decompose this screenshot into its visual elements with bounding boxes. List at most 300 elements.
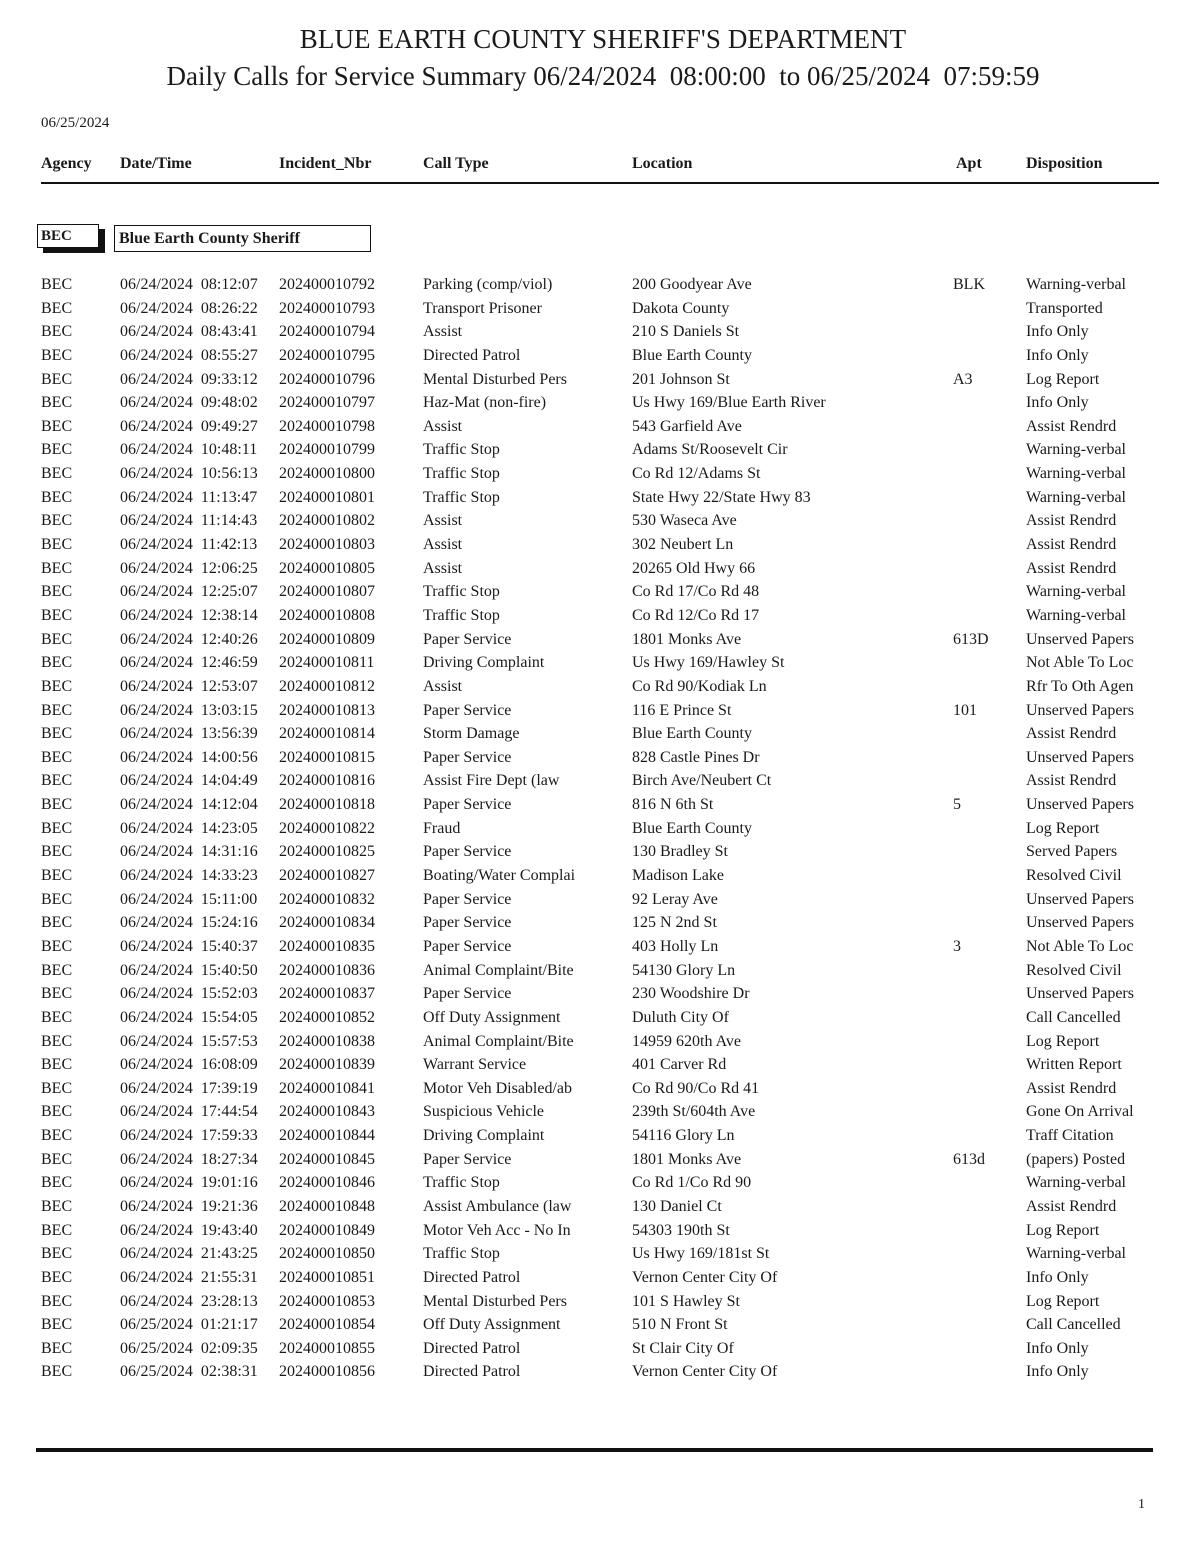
col-header-incident: Incident_Nbr <box>279 155 372 172</box>
cell-disposition: (papers) Posted <box>1026 1150 1126 1168</box>
cell-apt: 613d <box>953 1150 985 1168</box>
cell-incident-number: 202400010849 <box>279 1221 375 1239</box>
cell-call-type: Driving Complaint <box>423 1127 545 1145</box>
cell-disposition: Warning-verbal <box>1026 276 1126 293</box>
table-row <box>0 1008 1200 1032</box>
cell-location: Adams St/Roosevelt Cir <box>632 441 788 459</box>
cell-disposition: Resolved Civil <box>1026 867 1122 885</box>
table-row <box>0 1268 1200 1292</box>
cell-datetime: 06/24/2024 11:14:43 <box>120 512 258 530</box>
cell-agency: BEC <box>41 867 73 885</box>
cell-location: 401 Carver Rd <box>632 1056 727 1074</box>
cell-agency: BEC <box>41 465 73 483</box>
cell-agency: BEC <box>41 1221 73 1239</box>
table-row <box>0 322 1200 346</box>
cell-location: Us Hwy 169/181st St <box>632 1245 770 1263</box>
cell-disposition: Not Able To Loc <box>1026 654 1134 672</box>
cell-agency: BEC <box>41 323 73 341</box>
cell-disposition: Assist Rendrd <box>1026 536 1117 554</box>
cell-location: 116 E Prince St <box>632 701 732 719</box>
cell-agency: BEC <box>41 512 73 530</box>
cell-datetime: 06/24/2024 17:59:33 <box>120 1127 258 1145</box>
cell-location: 543 Garfield Ave <box>632 417 742 435</box>
cell-incident-number: 202400010822 <box>279 819 375 837</box>
cell-disposition: Warning-verbal <box>1026 1245 1126 1263</box>
cell-call-type: Motor Veh Acc - No In <box>423 1221 571 1239</box>
cell-datetime: 06/24/2024 12:06:25 <box>120 559 258 577</box>
cell-agency: BEC <box>41 914 73 932</box>
cell-location: 210 S Daniels St <box>632 323 740 341</box>
cell-call-type: Traffic Stop <box>423 1245 500 1263</box>
cell-call-type: Mental Disturbed Pers <box>423 1292 567 1310</box>
cell-location: 1801 Monks Ave <box>632 1150 742 1168</box>
cell-call-type: Paper Service <box>423 630 512 648</box>
cell-agency: BEC <box>41 1316 73 1334</box>
cell-location: Vernon Center City Of <box>632 1268 778 1286</box>
cell-location: 1801 Monks Ave <box>632 630 742 648</box>
cell-agency: BEC <box>41 796 73 814</box>
cell-incident-number: 202400010851 <box>279 1268 375 1286</box>
table-row <box>0 440 1200 464</box>
table-row <box>0 511 1200 535</box>
cell-call-type: Paper Service <box>423 985 512 1003</box>
cell-call-type: Traffic Stop <box>423 606 500 624</box>
cell-disposition: Warning-verbal <box>1026 488 1126 506</box>
cell-datetime: 06/24/2024 09:49:27 <box>120 417 258 435</box>
cell-datetime: 06/24/2024 11:42:13 <box>120 536 258 554</box>
cell-location: 125 N 2nd St <box>632 914 717 932</box>
cell-disposition: Info Only <box>1026 1339 1089 1357</box>
cell-location: 403 Holly Ln <box>632 937 719 955</box>
cell-datetime: 06/24/2024 12:25:07 <box>120 583 258 601</box>
cell-incident-number: 202400010803 <box>279 536 375 554</box>
cell-incident-number: 202400010841 <box>279 1079 375 1097</box>
table-row <box>0 677 1200 701</box>
cell-apt: 613D <box>953 630 989 648</box>
cell-disposition: Info Only <box>1026 394 1089 412</box>
cell-incident-number: 202400010834 <box>279 914 375 932</box>
table-row <box>0 393 1200 417</box>
table-row <box>0 1221 1200 1245</box>
cell-datetime: 06/24/2024 16:08:09 <box>120 1056 258 1074</box>
table-row <box>0 866 1200 890</box>
cell-incident-number: 202400010853 <box>279 1292 375 1310</box>
table-row <box>0 346 1200 370</box>
cell-agency: BEC <box>41 677 73 695</box>
cell-disposition: Warning-verbal <box>1026 465 1126 483</box>
cell-location: Co Rd 12/Adams St <box>632 465 761 483</box>
cell-datetime: 06/24/2024 12:53:07 <box>120 677 258 695</box>
cell-agency: BEC <box>41 1103 73 1121</box>
cell-agency: BEC <box>41 1008 73 1026</box>
cell-apt: 5 <box>953 796 961 814</box>
report-subtitle: Daily Calls for Service Summary 06/24/2024 08:00:00 to 06/25/2024 07:59:59 <box>166 61 1040 91</box>
cell-agency: BEC <box>41 843 73 861</box>
cell-location: 200 Goodyear Ave <box>632 276 752 293</box>
cell-disposition: Call Cancelled <box>1026 1316 1121 1334</box>
cell-disposition: Assist Rendrd <box>1026 725 1117 743</box>
cell-location: Vernon Center City Of <box>632 1363 778 1381</box>
report-title: BLUE EARTH COUNTY SHERIFF'S DEPARTMENT <box>299 24 907 54</box>
table-row <box>0 795 1200 819</box>
cell-datetime: 06/25/2024 01:21:17 <box>120 1316 258 1334</box>
cell-location: Duluth City Of <box>632 1008 729 1026</box>
table-row <box>0 819 1200 843</box>
cell-incident-number: 202400010798 <box>279 417 375 435</box>
cell-disposition: Gone On Arrival <box>1026 1103 1134 1121</box>
cell-disposition: Log Report <box>1026 370 1100 388</box>
calls-table <box>0 275 1200 1386</box>
cell-location: Madison Lake <box>632 867 724 885</box>
table-row <box>0 559 1200 583</box>
cell-disposition: Assist Rendrd <box>1026 772 1117 790</box>
agency-group-code: BEC <box>37 224 99 248</box>
table-row <box>0 1292 1200 1316</box>
table-row <box>0 748 1200 772</box>
cell-call-type: Off Duty Assignment <box>423 1008 561 1026</box>
cell-incident-number: 202400010801 <box>279 488 375 506</box>
cell-incident-number: 202400010818 <box>279 796 375 814</box>
cell-location: Us Hwy 169/Blue Earth River <box>632 394 826 412</box>
cell-incident-number: 202400010856 <box>279 1363 375 1381</box>
cell-agency: BEC <box>41 276 73 293</box>
cell-disposition: Rfr To Oth Agen <box>1026 677 1134 695</box>
cell-location: 230 Woodshire Dr <box>632 985 750 1003</box>
cell-disposition: Assist Rendrd <box>1026 417 1117 435</box>
cell-disposition: Assist Rendrd <box>1026 512 1117 530</box>
cell-datetime: 06/24/2024 15:52:03 <box>120 985 258 1003</box>
cell-agency: BEC <box>41 961 73 979</box>
cell-call-type: Animal Complaint/Bite <box>423 961 574 979</box>
cell-incident-number: 202400010855 <box>279 1339 375 1357</box>
cell-call-type: Mental Disturbed Pers <box>423 370 567 388</box>
cell-incident-number: 202400010812 <box>279 677 375 695</box>
print-date: 06/25/2024 <box>41 115 110 131</box>
cell-datetime: 06/24/2024 23:28:13 <box>120 1292 258 1310</box>
cell-location: Co Rd 12/Co Rd 17 <box>632 606 760 624</box>
cell-call-type: Transport Prisoner <box>423 299 542 317</box>
table-row <box>0 701 1200 725</box>
table-row <box>0 1150 1200 1174</box>
cell-incident-number: 202400010799 <box>279 441 375 459</box>
table-row <box>0 1315 1200 1339</box>
cell-disposition: Warning-verbal <box>1026 583 1126 601</box>
table-row <box>0 653 1200 677</box>
cell-disposition: Warning-verbal <box>1026 1174 1126 1192</box>
cell-agency: BEC <box>41 488 73 506</box>
cell-agency: BEC <box>41 394 73 412</box>
cell-agency: BEC <box>41 1174 73 1192</box>
cell-disposition: Unserved Papers <box>1026 890 1134 908</box>
cell-agency: BEC <box>41 819 73 837</box>
table-row <box>0 1032 1200 1056</box>
cell-location: 510 N Front St <box>632 1316 728 1334</box>
cell-incident-number: 202400010837 <box>279 985 375 1003</box>
cell-disposition: Info Only <box>1026 1268 1089 1286</box>
cell-incident-number: 202400010795 <box>279 346 375 364</box>
cell-agency: BEC <box>41 1292 73 1310</box>
cell-incident-number: 202400010838 <box>279 1032 375 1050</box>
cell-datetime: 06/24/2024 17:39:19 <box>120 1079 258 1097</box>
cell-datetime: 06/24/2024 14:00:56 <box>120 748 258 766</box>
cell-agency: BEC <box>41 559 73 577</box>
cell-datetime: 06/24/2024 14:31:16 <box>120 843 258 861</box>
table-row <box>0 890 1200 914</box>
cell-location: 130 Daniel Ct <box>632 1197 722 1215</box>
cell-datetime: 06/24/2024 08:26:22 <box>120 299 258 317</box>
cell-incident-number: 202400010825 <box>279 843 375 861</box>
cell-datetime: 06/24/2024 10:56:13 <box>120 465 258 483</box>
cell-datetime: 06/24/2024 21:55:31 <box>120 1268 258 1286</box>
cell-agency: BEC <box>41 299 73 317</box>
cell-location: Blue Earth County <box>632 819 752 837</box>
cell-call-type: Directed Patrol <box>423 1363 521 1381</box>
cell-disposition: Resolved Civil <box>1026 961 1122 979</box>
cell-call-type: Paper Service <box>423 890 512 908</box>
cell-incident-number: 202400010848 <box>279 1197 375 1215</box>
cell-location: 302 Neubert Ln <box>632 536 734 554</box>
cell-disposition: Log Report <box>1026 819 1100 837</box>
cell-disposition: Info Only <box>1026 346 1089 364</box>
col-header-call-type: Call Type <box>423 155 489 172</box>
cell-datetime: 06/24/2024 08:43:41 <box>120 323 258 341</box>
cell-disposition: Traff Citation <box>1026 1127 1114 1145</box>
cell-datetime: 06/24/2024 12:40:26 <box>120 630 258 648</box>
cell-call-type: Traffic Stop <box>423 583 500 601</box>
cell-call-type: Assist <box>423 323 463 341</box>
table-row <box>0 1079 1200 1103</box>
cell-incident-number: 202400010816 <box>279 772 375 790</box>
cell-call-type: Paper Service <box>423 914 512 932</box>
cell-location: Co Rd 90/Co Rd 41 <box>632 1079 760 1097</box>
cell-disposition: Assist Rendrd <box>1026 559 1117 577</box>
cell-call-type: Suspicious Vehicle <box>423 1103 545 1121</box>
cell-location: St Clair City Of <box>632 1339 734 1357</box>
table-row <box>0 984 1200 1008</box>
cell-disposition: Info Only <box>1026 1363 1089 1381</box>
cell-agency: BEC <box>41 370 73 388</box>
cell-location: 201 Johnson St <box>632 370 730 388</box>
cell-datetime: 06/24/2024 13:03:15 <box>120 701 258 719</box>
cell-datetime: 06/24/2024 10:48:11 <box>120 441 258 459</box>
cell-agency: BEC <box>41 1197 73 1215</box>
cell-incident-number: 202400010808 <box>279 606 375 624</box>
cell-disposition: Unserved Papers <box>1026 701 1134 719</box>
cell-call-type: Directed Patrol <box>423 346 521 364</box>
cell-apt: A3 <box>953 370 973 388</box>
col-header-disposition: Disposition <box>1026 155 1103 172</box>
cell-agency: BEC <box>41 890 73 908</box>
cell-incident-number: 202400010796 <box>279 370 375 388</box>
cell-datetime: 06/24/2024 14:12:04 <box>120 796 258 814</box>
col-header-datetime: Date/Time <box>120 155 192 172</box>
cell-agency: BEC <box>41 985 73 1003</box>
cell-disposition: Warning-verbal <box>1026 606 1126 624</box>
table-row <box>0 1102 1200 1126</box>
cell-disposition: Call Cancelled <box>1026 1008 1121 1026</box>
cell-call-type: Assist <box>423 536 463 554</box>
cell-call-type: Animal Complaint/Bite <box>423 1032 574 1050</box>
cell-location: Dakota County <box>632 299 730 317</box>
cell-datetime: 06/24/2024 15:40:37 <box>120 937 258 955</box>
table-row <box>0 913 1200 937</box>
agency-group-name: Blue Earth County Sheriff <box>114 225 371 252</box>
cell-datetime: 06/24/2024 11:13:47 <box>120 488 258 506</box>
cell-call-type: Parking (comp/viol) <box>423 276 553 293</box>
cell-call-type: Off Duty Assignment <box>423 1316 561 1334</box>
col-header-apt: Apt <box>956 155 982 172</box>
cell-disposition: Transported <box>1026 299 1103 317</box>
cell-incident-number: 202400010827 <box>279 867 375 885</box>
cell-location: Co Rd 90/Kodiak Ln <box>632 677 767 695</box>
cell-location: Co Rd 17/Co Rd 48 <box>632 583 760 601</box>
cell-call-type: Warrant Service <box>423 1056 527 1074</box>
cell-disposition: Unserved Papers <box>1026 985 1134 1003</box>
cell-incident-number: 202400010802 <box>279 512 375 530</box>
cell-datetime: 06/24/2024 19:21:36 <box>120 1197 258 1215</box>
cell-datetime: 06/24/2024 15:24:16 <box>120 914 258 932</box>
table-row <box>0 771 1200 795</box>
table-row <box>0 464 1200 488</box>
table-row <box>0 1244 1200 1268</box>
cell-call-type: Assist <box>423 677 463 695</box>
cell-disposition: Served Papers <box>1026 843 1118 861</box>
cell-call-type: Haz-Mat (non-fire) <box>423 394 547 412</box>
cell-apt: 3 <box>953 937 961 955</box>
cell-datetime: 06/24/2024 19:43:40 <box>120 1221 258 1239</box>
cell-disposition: Assist Rendrd <box>1026 1079 1117 1097</box>
cell-datetime: 06/24/2024 15:40:50 <box>120 961 258 979</box>
cell-incident-number: 202400010800 <box>279 465 375 483</box>
cell-datetime: 06/24/2024 15:57:53 <box>120 1032 258 1050</box>
table-row <box>0 1339 1200 1363</box>
cell-incident-number: 202400010793 <box>279 299 375 317</box>
cell-call-type: Driving Complaint <box>423 654 545 672</box>
cell-call-type: Paper Service <box>423 748 512 766</box>
cell-agency: BEC <box>41 654 73 672</box>
cell-call-type: Paper Service <box>423 796 512 814</box>
cell-agency: BEC <box>41 583 73 601</box>
cell-incident-number: 202400010843 <box>279 1103 375 1121</box>
cell-location: 828 Castle Pines Dr <box>632 748 760 766</box>
cell-location: 20265 Old Hwy 66 <box>632 559 756 577</box>
cell-incident-number: 202400010832 <box>279 890 375 908</box>
cell-agency: BEC <box>41 725 73 743</box>
table-row <box>0 1362 1200 1386</box>
cell-incident-number: 202400010845 <box>279 1150 375 1168</box>
cell-disposition: Log Report <box>1026 1292 1100 1310</box>
cell-disposition: Unserved Papers <box>1026 630 1134 648</box>
cell-location: Blue Earth County <box>632 725 752 743</box>
table-row <box>0 630 1200 654</box>
cell-agency: BEC <box>41 1079 73 1097</box>
cell-disposition: Not Able To Loc <box>1026 937 1134 955</box>
cell-call-type: Assist Fire Dept (law <box>423 772 560 790</box>
table-row <box>0 1055 1200 1079</box>
cell-call-type: Traffic Stop <box>423 1174 500 1192</box>
cell-datetime: 06/24/2024 08:55:27 <box>120 346 258 364</box>
cell-location: Blue Earth County <box>632 346 752 364</box>
cell-call-type: Paper Service <box>423 701 512 719</box>
table-row <box>0 535 1200 559</box>
cell-agency: BEC <box>41 606 73 624</box>
cell-agency: BEC <box>41 417 73 435</box>
cell-disposition: Unserved Papers <box>1026 914 1134 932</box>
table-row <box>0 488 1200 512</box>
table-row <box>0 1126 1200 1150</box>
cell-agency: BEC <box>41 1032 73 1050</box>
cell-disposition: Assist Rendrd <box>1026 1197 1117 1215</box>
cell-datetime: 06/24/2024 18:27:34 <box>120 1150 258 1168</box>
cell-agency: BEC <box>41 441 73 459</box>
table-row <box>0 275 1200 299</box>
footer-divider <box>36 1448 1153 1452</box>
cell-datetime: 06/24/2024 09:33:12 <box>120 370 258 388</box>
cell-incident-number: 202400010852 <box>279 1008 375 1026</box>
cell-call-type: Fraud <box>423 819 461 837</box>
cell-agency: BEC <box>41 630 73 648</box>
cell-disposition: Log Report <box>1026 1032 1100 1050</box>
cell-datetime: 06/24/2024 12:38:14 <box>120 606 258 624</box>
cell-agency: BEC <box>41 748 73 766</box>
cell-agency: BEC <box>41 701 73 719</box>
cell-datetime: 06/24/2024 19:01:16 <box>120 1174 258 1192</box>
table-row <box>0 842 1200 866</box>
cell-location: 54116 Glory Ln <box>632 1127 735 1145</box>
cell-incident-number: 202400010844 <box>279 1127 375 1145</box>
header-divider <box>41 182 1159 184</box>
cell-datetime: 06/24/2024 14:33:23 <box>120 867 258 885</box>
cell-agency: BEC <box>41 1056 73 1074</box>
cell-incident-number: 202400010836 <box>279 961 375 979</box>
cell-call-type: Motor Veh Disabled/ab <box>423 1079 573 1097</box>
cell-datetime: 06/24/2024 17:44:54 <box>120 1103 258 1121</box>
cell-location: Co Rd 1/Co Rd 90 <box>632 1174 752 1192</box>
table-row <box>0 606 1200 630</box>
table-row <box>0 370 1200 394</box>
cell-incident-number: 202400010797 <box>279 394 375 412</box>
cell-incident-number: 202400010850 <box>279 1245 375 1263</box>
cell-disposition: Written Report <box>1026 1056 1122 1074</box>
cell-location: 816 N 6th St <box>632 796 714 814</box>
table-row <box>0 582 1200 606</box>
cell-agency: BEC <box>41 346 73 364</box>
cell-location: 54130 Glory Ln <box>632 961 736 979</box>
cell-incident-number: 202400010815 <box>279 748 375 766</box>
cell-incident-number: 202400010811 <box>279 654 375 672</box>
table-row <box>0 299 1200 323</box>
cell-location: 54303 190th St <box>632 1221 730 1239</box>
cell-disposition: Log Report <box>1026 1221 1100 1239</box>
col-header-location: Location <box>632 155 693 172</box>
cell-agency: BEC <box>41 1245 73 1263</box>
table-row <box>0 724 1200 748</box>
cell-location: 130 Bradley St <box>632 843 728 861</box>
cell-disposition: Warning-verbal <box>1026 441 1126 459</box>
cell-incident-number: 202400010813 <box>279 701 375 719</box>
cell-datetime: 06/25/2024 02:38:31 <box>120 1363 258 1381</box>
table-row <box>0 961 1200 985</box>
cell-call-type: Paper Service <box>423 1150 512 1168</box>
table-row <box>0 417 1200 441</box>
cell-call-type: Directed Patrol <box>423 1268 521 1286</box>
cell-datetime: 06/24/2024 09:48:02 <box>120 394 258 412</box>
cell-incident-number: 202400010846 <box>279 1174 375 1192</box>
cell-agency: BEC <box>41 536 73 554</box>
cell-incident-number: 202400010835 <box>279 937 375 955</box>
cell-location: Us Hwy 169/Hawley St <box>632 654 785 672</box>
table-row <box>0 1197 1200 1221</box>
